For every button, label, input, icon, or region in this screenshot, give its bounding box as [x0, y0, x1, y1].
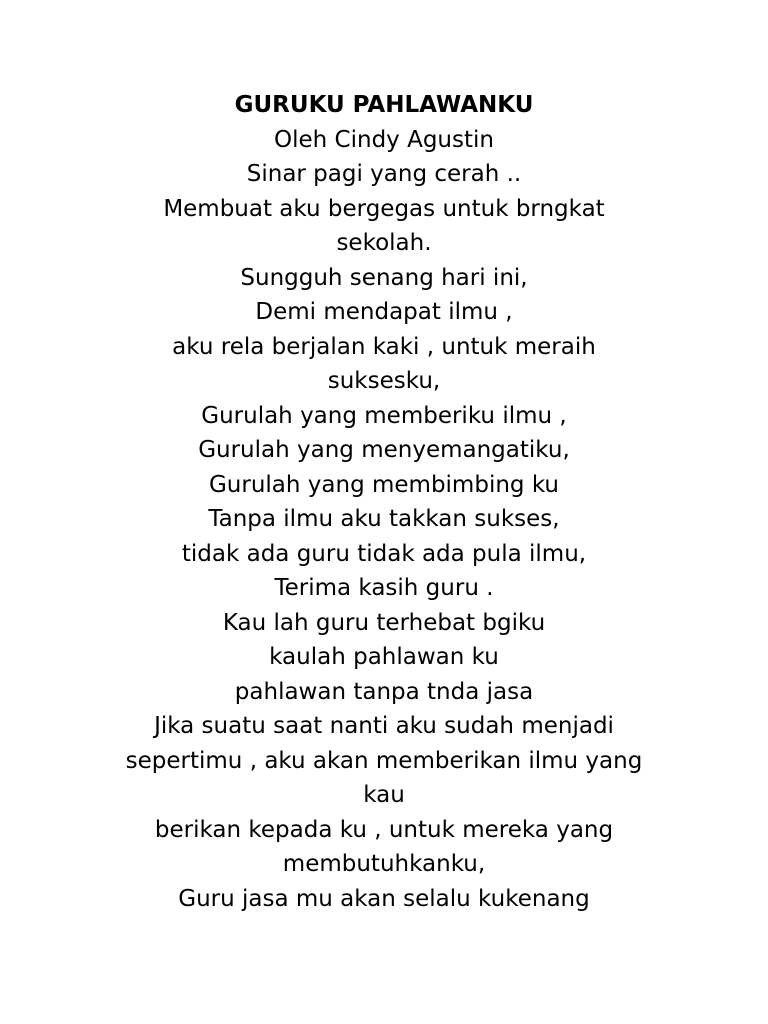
poem-line: Terima kasih guru .: [274, 575, 494, 601]
poem-line: kaulah pahlawan ku: [269, 644, 499, 670]
poem-line: Guru jasa mu akan selalu kukenang: [178, 885, 590, 912]
poem-line: Membuat aku bergegas untuk brngkat: [163, 195, 605, 222]
poem-line: pahlawan tanpa tnda jasa: [234, 678, 534, 705]
poem-title: GURUKU PAHLAWANKU: [234, 92, 534, 118]
poem-line: Sungguh senang hari ini,: [240, 264, 528, 291]
poem-line: berikan kepada ku , untuk mereka yang: [154, 816, 614, 843]
poem-line: suksesku,: [327, 368, 441, 394]
poem-line: Demi mendapat ilmu ,: [255, 299, 513, 325]
poem-line: tidak ada guru tidak ada pula ilmu,: [181, 540, 587, 567]
poem-line: kau: [363, 782, 405, 808]
poem-line: Jika suatu saat nanti aku sudah menjadi: [154, 713, 614, 739]
poem-line: aku rela berjalan kaki , untuk meraih: [172, 333, 596, 360]
poem-line: membutuhkanku,: [282, 851, 486, 877]
poem-line: Tanpa ilmu aku takkan sukses,: [208, 506, 560, 532]
poem-line: Gurulah yang memberiku ilmu ,: [201, 402, 567, 429]
poem-line: sepertimu , aku akan memberikan ilmu yang: [125, 747, 643, 774]
poem-page: [0, 88, 768, 916]
poem-line: sekolah.: [336, 230, 432, 256]
poem-line: Gurulah yang membimbing ku: [208, 471, 560, 498]
poem-line: Kau lah guru terhebat bgiku: [222, 609, 546, 636]
poem-author: Oleh Cindy Agustin: [274, 126, 494, 153]
poem-line: Gurulah yang menyemangatiku,: [198, 437, 570, 463]
poem-line: Sinar pagi yang cerah ..: [246, 161, 522, 187]
